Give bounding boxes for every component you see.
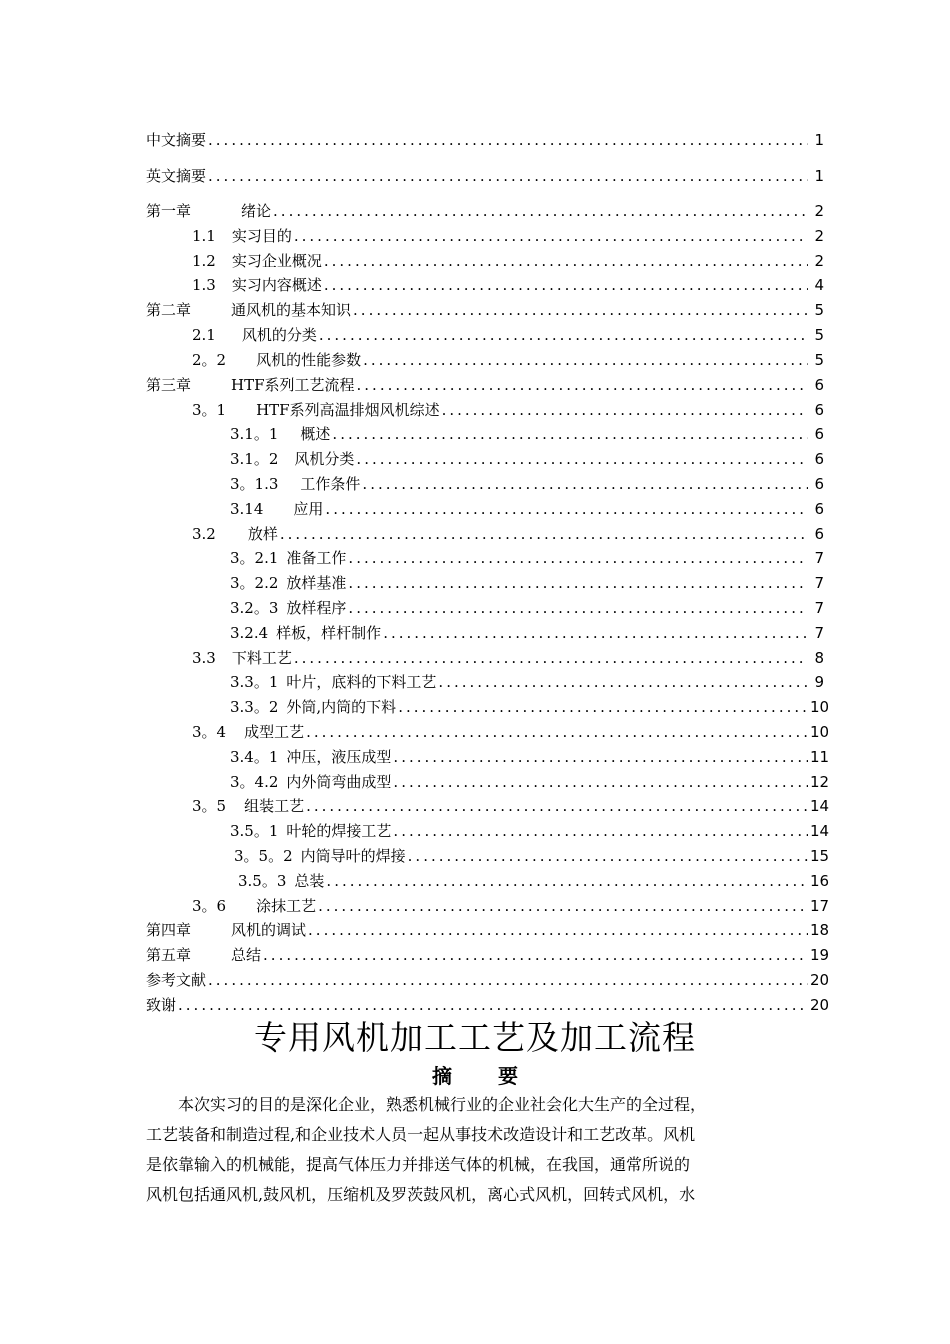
toc-page-number: 5 <box>814 326 824 344</box>
toc-entry-label: 放样 <box>247 525 278 543</box>
toc-leader-dots <box>348 573 808 593</box>
toc-page-number: 6 <box>814 401 824 419</box>
toc-entry[interactable] <box>146 869 830 891</box>
toc-entry-number: 3。4.2 <box>230 773 279 791</box>
toc-leader-dots <box>318 896 808 916</box>
toc-entry[interactable] <box>146 497 824 519</box>
toc-entry-number: 3。6 <box>192 897 227 915</box>
toc-entry[interactable] <box>146 422 824 444</box>
toc-page-number: 19 <box>810 946 830 964</box>
abstract-body <box>146 1090 806 1210</box>
toc-page-number: 6 <box>814 500 824 518</box>
toc-leader-dots <box>408 846 808 866</box>
toc-entry-label: 内筒导叶的焊接 <box>300 847 406 865</box>
toc-page-number: 7 <box>814 624 824 642</box>
toc-entry-number: 3。5。2 <box>234 847 293 865</box>
toc-entry-number: 2。2 <box>192 351 227 369</box>
toc-entry-label: 总结 <box>231 946 262 964</box>
toc-entry-label: 风机的调试 <box>231 921 307 939</box>
toc-entry-label: 涂抹工艺 <box>256 897 317 915</box>
toc-leader-dots <box>324 251 808 271</box>
toc-page-number: 18 <box>810 921 830 939</box>
toc-entry-number: 1.2 <box>192 252 216 270</box>
toc-entry-label: 概述 <box>300 425 331 443</box>
toc-leader-dots <box>393 821 808 841</box>
toc-leader-dots <box>208 130 808 150</box>
toc-leader-dots <box>319 325 808 345</box>
toc-entry[interactable] <box>146 918 830 940</box>
toc-entry-label: 绪论 <box>241 202 272 220</box>
toc-entry[interactable] <box>146 621 824 643</box>
toc-entry[interactable] <box>146 298 824 320</box>
toc-page-number: 1 <box>814 131 824 149</box>
toc-leader-dots <box>208 166 808 186</box>
toc-leader-dots <box>280 524 808 544</box>
toc-leader-dots <box>326 871 808 891</box>
toc-entry[interactable] <box>146 745 830 767</box>
toc-entry-label: 冲压，液压成型 <box>286 748 392 766</box>
toc-entry-number: 2.1 <box>192 326 216 344</box>
toc-entry-number: 3.5。3 <box>238 872 287 890</box>
toc-entry-label: 工作条件 <box>300 475 361 493</box>
toc-entry-number: 3.4。1 <box>230 748 279 766</box>
toc-page-number: 16 <box>810 872 830 890</box>
toc-entry[interactable] <box>146 968 830 990</box>
toc-entry-number: 3.14 <box>230 500 264 518</box>
toc-leader-dots <box>208 970 808 990</box>
toc-page-number: 10 <box>810 723 830 741</box>
toc-leader-dots <box>362 474 808 494</box>
toc-entry[interactable] <box>146 819 830 841</box>
toc-entry[interactable] <box>146 199 824 221</box>
toc-page-number: 20 <box>810 996 830 1014</box>
toc-page-number: 14 <box>810 822 830 840</box>
toc-page-number: 6 <box>814 425 824 443</box>
toc-entry-label: HTF系列工艺流程 <box>231 376 355 394</box>
toc-entry-number: 第三章 <box>146 376 192 394</box>
toc-entry[interactable] <box>146 249 824 271</box>
toc-entry-number: 3.3。2 <box>230 698 279 716</box>
toc-page-number: 6 <box>814 475 824 493</box>
toc-page-number: 9 <box>814 673 824 691</box>
toc-entry[interactable] <box>146 646 824 668</box>
toc-entry-number: 3。1 <box>192 401 227 419</box>
toc-leader-dots <box>308 920 808 940</box>
toc-entry-label: 致谢 <box>146 996 177 1014</box>
toc-entry-label: 实习内容概述 <box>231 276 322 294</box>
toc-page-number: 6 <box>814 525 824 543</box>
toc-entry-number: 1.3 <box>192 276 216 294</box>
toc-leader-dots <box>438 672 808 692</box>
toc-entry-label: 应用 <box>293 500 324 518</box>
toc-leader-dots <box>294 648 808 668</box>
abstract-heading-char: 摘 <box>432 1064 452 1088</box>
toc-entry-label: 内外筒弯曲成型 <box>286 773 392 791</box>
toc-entry-label: 实习目的 <box>231 227 292 245</box>
toc-page-number: 17 <box>810 897 830 915</box>
toc-entry-label: 下料工艺 <box>231 649 292 667</box>
toc-page-number: 7 <box>814 549 824 567</box>
toc-entry-label: 外筒,内筒的下料 <box>286 698 397 716</box>
toc-leader-dots <box>348 548 808 568</box>
toc-page-number: 11 <box>810 748 830 766</box>
toc-leader-dots <box>383 623 808 643</box>
toc-entry-label: 放样基准 <box>286 574 347 592</box>
toc-page-number: 14 <box>810 797 830 815</box>
toc-entry[interactable] <box>146 943 830 965</box>
toc-entry-number: 3.5。1 <box>230 822 279 840</box>
toc-page-number: 6 <box>814 376 824 394</box>
toc-entry-number: 3。2.2 <box>230 574 279 592</box>
toc-entry[interactable] <box>146 993 830 1015</box>
toc-page-number: 6 <box>814 450 824 468</box>
abstract-line: 风机包括通风机,鼓风机，压缩机及罗茨鼓风机，离心式风机，回转式风机，水 <box>146 1185 696 1204</box>
toc-entry-number: 3。2.1 <box>230 549 279 567</box>
toc-entry[interactable] <box>146 522 824 544</box>
toc-page-number: 5 <box>814 351 824 369</box>
toc-entry-number: 1.1 <box>192 227 216 245</box>
toc-page-number: 2 <box>814 227 824 245</box>
toc-leader-dots <box>363 350 808 370</box>
toc-entry[interactable] <box>146 447 824 469</box>
abstract-heading-char: 要 <box>498 1064 518 1088</box>
abstract-heading <box>0 1062 950 1090</box>
toc-leader-dots <box>273 201 808 221</box>
toc-entry-label: 叶片，底料的下料工艺 <box>286 673 437 691</box>
toc-entry-number: 第二章 <box>146 301 192 319</box>
toc-entry[interactable] <box>146 571 824 593</box>
abstract-line: 工艺装备和制造过程,和企业技术人员一起从事技术改造设计和工艺改革。风机 <box>146 1125 696 1144</box>
toc-entry-label: HTF系列高温排烟风机综述 <box>256 401 440 419</box>
toc-page-number: 2 <box>814 202 824 220</box>
toc-entry[interactable] <box>146 670 824 692</box>
toc-entry-number: 3.2.4 <box>230 624 269 642</box>
toc-entry-label: 风机的分类 <box>241 326 317 344</box>
toc-leader-dots <box>178 995 808 1015</box>
toc-entry-number: 3.1。2 <box>230 450 279 468</box>
toc-entry[interactable] <box>146 546 824 568</box>
toc-entry-number: 3.2。3 <box>230 599 279 617</box>
toc-entry[interactable] <box>146 894 830 916</box>
toc-entry-label: 准备工作 <box>286 549 347 567</box>
toc-page-number: 4 <box>814 276 824 294</box>
toc-entry[interactable] <box>146 695 830 717</box>
toc-leader-dots <box>324 275 808 295</box>
toc-entry[interactable] <box>146 348 824 370</box>
toc-entry-number: 3。1.3 <box>230 475 279 493</box>
toc-leader-dots <box>263 945 808 965</box>
toc-entry-number: 第一章 <box>146 202 192 220</box>
toc-entry-label: 中文摘要 <box>146 131 207 149</box>
toc-entry-number: 第四章 <box>146 921 192 939</box>
toc-entry-label: 叶轮的焊接工艺 <box>286 822 392 840</box>
toc-entry[interactable] <box>146 770 830 792</box>
toc-entry-number: 3。5 <box>192 797 227 815</box>
document-title: 专用风机加工工艺及加工流程 <box>254 1018 696 1057</box>
toc-page-number: 15 <box>810 847 830 865</box>
toc-entry[interactable] <box>146 323 824 345</box>
toc-leader-dots <box>306 796 808 816</box>
toc-leader-dots <box>357 375 808 395</box>
toc-page-number: 20 <box>810 971 830 989</box>
toc-leader-dots <box>306 722 808 742</box>
toc-entry-label: 总装 <box>294 872 325 890</box>
toc-page-number: 7 <box>814 574 824 592</box>
toc-leader-dots <box>393 747 808 767</box>
toc-entry-number: 第五章 <box>146 946 192 964</box>
toc-leader-dots <box>348 598 808 618</box>
toc-page-number: 10 <box>810 698 830 716</box>
toc-entry-number: 3.2 <box>192 525 216 543</box>
toc-page-number: 2 <box>814 252 824 270</box>
toc-entry[interactable] <box>146 273 824 295</box>
toc-entry-number: 3。4 <box>192 723 227 741</box>
toc-leader-dots <box>332 424 808 444</box>
toc-entry[interactable] <box>146 128 824 150</box>
toc-entry-label: 组装工艺 <box>244 797 305 815</box>
abstract-line: 本次实习的目的是深化企业，熟悉机械行业的企业社会化大生产的全过程， <box>178 1095 707 1114</box>
toc-entry[interactable] <box>146 164 824 186</box>
toc-entry-label: 成型工艺 <box>244 723 305 741</box>
toc-entry-label: 风机分类 <box>294 450 355 468</box>
toc-page-number: 5 <box>814 301 824 319</box>
toc-leader-dots <box>353 300 808 320</box>
toc-page-number: 12 <box>810 773 830 791</box>
toc-entry-number: 3.3 <box>192 649 216 667</box>
toc-entry-number: 3.1。1 <box>230 425 279 443</box>
toc-leader-dots <box>442 400 808 420</box>
toc-leader-dots <box>356 449 808 469</box>
toc-entry-label: 英文摘要 <box>146 167 207 185</box>
toc-leader-dots <box>294 226 808 246</box>
toc-entry[interactable] <box>146 844 830 866</box>
toc-page-number: 7 <box>814 599 824 617</box>
toc-leader-dots <box>393 772 808 792</box>
toc-entry[interactable] <box>146 720 830 742</box>
toc-entry-label: 放样程序 <box>286 599 347 617</box>
toc-entry-label: 参考文献 <box>146 971 207 989</box>
toc-entry-number: 3.3。1 <box>230 673 279 691</box>
toc-entry[interactable] <box>146 373 824 395</box>
toc-entry[interactable] <box>146 794 830 816</box>
toc-entry-label: 风机的性能参数 <box>256 351 362 369</box>
toc-leader-dots <box>398 697 808 717</box>
toc-page-number: 1 <box>814 167 824 185</box>
toc-entry-label: 实习企业概况 <box>231 252 322 270</box>
toc-entry[interactable] <box>146 596 824 618</box>
toc-entry-label: 通风机的基本知识 <box>231 301 352 319</box>
toc-entry-label: 样板，样杆制作 <box>276 624 382 642</box>
toc-entry[interactable] <box>146 224 824 246</box>
toc-page-number: 8 <box>814 649 824 667</box>
toc-entry[interactable] <box>146 472 824 494</box>
toc-entry[interactable] <box>146 398 824 420</box>
abstract-line: 是依靠输入的机械能，提高气体压力并排送气体的机械，在我国，通常所说的 <box>146 1155 691 1174</box>
toc-leader-dots <box>325 499 808 519</box>
